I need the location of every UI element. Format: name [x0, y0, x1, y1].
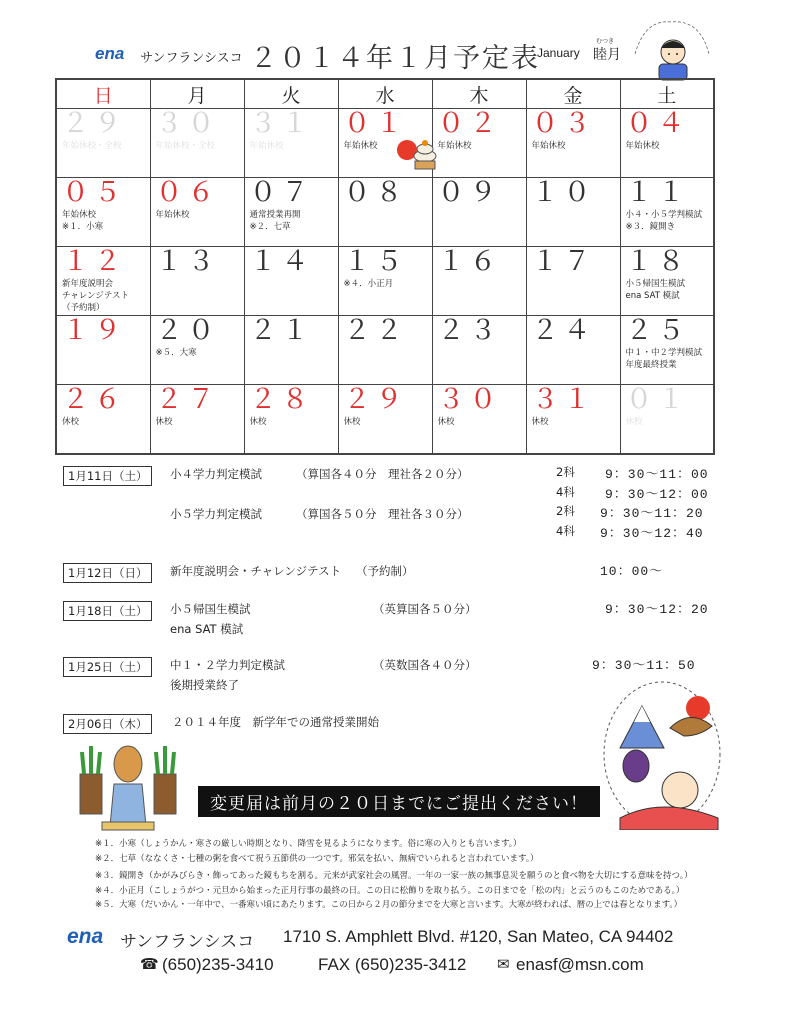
calendar-day-cell	[150, 385, 244, 455]
weekday-sat: 土	[620, 79, 714, 109]
schedule-jan25-title1: 中１・２学力判定模試	[170, 658, 285, 672]
calendar-day-cell	[244, 109, 338, 178]
schedule-jan25-time: 9：30～11：50	[592, 658, 696, 673]
schedule-jan11-kamoku1: 2科	[556, 465, 575, 479]
schedule-date-jan12: 1月12日（日）	[63, 563, 152, 583]
calendar-day-cell	[56, 178, 150, 247]
day-number: １７	[531, 249, 596, 279]
day-number: ２７	[155, 387, 220, 417]
calendar-day-cell	[432, 385, 526, 455]
day-events: 年始休校	[343, 141, 378, 151]
day-events: 休校	[343, 417, 361, 427]
email-icon: ✉	[497, 955, 510, 973]
day-events: 年始休校・全校	[155, 141, 216, 151]
calendar-day-cell	[526, 316, 620, 385]
day-number: １２	[62, 249, 126, 279]
calendar-day-cell	[56, 109, 150, 178]
calendar-day-cell	[56, 385, 150, 455]
calendar-day-cell	[526, 385, 620, 455]
header-branch: サンフランシスコ	[140, 51, 243, 66]
weekday-fri: 金	[526, 79, 620, 109]
day-events: 年始休校 ※１．小寒	[62, 210, 104, 232]
day-number: １０	[531, 180, 596, 210]
day-number: ２５	[625, 318, 690, 348]
day-events: 年始休校	[155, 210, 190, 220]
schedule-jan11-kamoku4: 4科	[556, 524, 575, 538]
footnote-2: ※２．七草（ななくさ・七種の粥を食べて祝う五節供の一つです。邪気を払い、無病でいられると言われています。）	[95, 854, 539, 864]
calendar-week-row	[56, 109, 714, 178]
calendar-day-cell	[244, 385, 338, 455]
footer-phone: (650)235-3410	[162, 955, 274, 974]
day-events: ※４．小正月	[343, 279, 394, 289]
calendar-day-cell	[432, 109, 526, 178]
day-number: ２８	[249, 387, 314, 417]
day-number: ２９	[343, 387, 408, 417]
schedule-jan12-sub: （予約制）	[356, 564, 414, 578]
day-number: ３１	[249, 111, 314, 141]
day-events: 年始休校	[531, 141, 566, 151]
day-number: １３	[155, 249, 220, 279]
calendar-day-cell	[338, 247, 432, 316]
weekday-wed: 水	[338, 79, 432, 109]
day-number: １４	[249, 249, 314, 279]
schedule-jan11-time4: 9：30～12：40	[600, 526, 704, 541]
day-number: １１	[625, 180, 690, 210]
hatsuyume-illustration	[600, 678, 725, 830]
header-logo: ena	[95, 44, 125, 63]
day-number: １８	[625, 249, 690, 279]
calendar-day-cell	[244, 247, 338, 316]
phone-icon: ☎	[140, 955, 159, 973]
calendar-day-cell	[620, 316, 714, 385]
footer-logo: ena	[67, 925, 104, 948]
calendar-week-row	[56, 178, 714, 247]
calendar-day-cell	[56, 247, 150, 316]
footnote-5: ※５．大寒（だいかん・一年中で、一番寒い頃にあたります。この日から２月の節分までを大寒と言います。大寒が終われば、暦の上では春となります。）	[95, 900, 683, 910]
schedule-jan25-title2: 後期授業終了	[170, 678, 239, 692]
day-events: 年始休校	[437, 141, 472, 151]
schedule-jan18-sub: （英算国各５０分）	[373, 602, 477, 616]
schedule-jan11-kamoku2: 4科	[556, 485, 575, 499]
calendar-day-cell	[150, 178, 244, 247]
calendar-day-cell	[620, 247, 714, 316]
calendar-day-cell	[150, 316, 244, 385]
day-number: ３０	[437, 387, 502, 417]
schedule-jan25-sub: （英数国各４０分）	[373, 658, 477, 672]
schedule-jan18-title2: ena SAT 模試	[170, 622, 244, 636]
schedule-date-jan18: 1月18日（土）	[63, 601, 152, 621]
footer-branch: サンフランシスコ	[120, 932, 255, 952]
schedule-date-jan25: 1月25日（土）	[63, 657, 152, 677]
day-events: 年始休校	[249, 141, 284, 151]
calendar-day-cell	[244, 178, 338, 247]
month-english: January	[537, 46, 580, 60]
day-number: ２２	[343, 318, 408, 348]
day-events: 新年度説明会 チャレンジテスト （予約制）	[62, 279, 129, 313]
day-number: ０２	[437, 111, 502, 141]
schedule-jan11-time3: 9：30～11：20	[600, 506, 704, 521]
calendar-week-row	[56, 385, 714, 455]
day-events: 年始休校・全校	[62, 141, 122, 151]
day-number: ０４	[625, 111, 690, 141]
footnote-1: ※１．小寒（しょうかん・寒さの厳しい時期となり、降雪を見るようになります。俗に寒の入りとも言います。）	[95, 839, 522, 849]
day-number: ２６	[62, 387, 126, 417]
new-year-greeting-illustration	[625, 14, 717, 84]
calendar-day-cell	[526, 247, 620, 316]
day-events: 休校	[249, 417, 267, 427]
schedule-jan11-sub2: （算国各５０分 理社各３０分）	[296, 507, 469, 521]
calendar-day-cell	[432, 247, 526, 316]
day-number: ０１	[343, 111, 408, 141]
footer-fax: FAX (650)235-3412	[318, 955, 467, 974]
schedule-jan11-title1: 小４学力判定模試	[170, 467, 262, 481]
page-title: ２０１４年１月予定表	[250, 43, 540, 74]
weekday-thu: 木	[432, 79, 526, 109]
day-number: ０９	[437, 180, 502, 210]
day-events: 休校	[531, 417, 549, 427]
calendar-table	[55, 78, 715, 455]
calendar-day-cell	[620, 178, 714, 247]
weekday-header-row	[56, 79, 714, 109]
schedule-jan11-time2: 9：30～12：00	[605, 487, 709, 502]
schedule-date-feb06: 2月06日（木）	[63, 714, 152, 734]
day-events: 休校	[62, 417, 80, 427]
calendar-day-cell	[338, 178, 432, 247]
schedule-feb06-title: ２０１４年度 新学年での通常授業開始	[172, 715, 379, 729]
calendar-day-cell	[150, 109, 244, 178]
day-number: １６	[437, 249, 502, 279]
calendar-week-row	[56, 247, 714, 316]
month-old-ruby: むつき	[596, 38, 615, 45]
schedule-jan12-time: 10：00～	[600, 564, 664, 579]
calendar-day-cell	[432, 178, 526, 247]
footnote-4: ※４．小正月（こしょうがつ・元旦から始まった正月行事の最終の日。この日に松飾りを取り払う。この日までを「松の内」と云うのもこのためである。）	[95, 886, 685, 896]
day-number: ０８	[343, 180, 408, 210]
day-events: 年始休校	[625, 141, 660, 151]
day-events: 小４・小５学判模試 ※３．鏡開き	[625, 210, 703, 232]
kadomatsu-horse-illustration	[72, 734, 184, 834]
day-number: ２３	[437, 318, 502, 348]
day-number: １９	[62, 318, 126, 348]
day-events: 休校	[437, 417, 455, 427]
calendar-day-cell	[526, 109, 620, 178]
schedule-jan18-title1: 小５帰国生模試	[170, 602, 251, 616]
calendar-day-cell	[432, 316, 526, 385]
day-number: ０１	[625, 387, 690, 417]
schedule-jan11-time1: 9：30～11：00	[605, 467, 709, 482]
calendar-day-cell	[244, 316, 338, 385]
day-events: ※５．大寒	[155, 348, 197, 358]
footer-email: enasf@msn.com	[516, 955, 644, 974]
day-events: 休校	[625, 417, 643, 427]
day-number: ２４	[531, 318, 596, 348]
day-number: １５	[343, 249, 408, 279]
schedule-jan11-title2: 小５学力判定模試	[170, 507, 262, 521]
weekday-sun: 日	[56, 79, 150, 109]
day-number: ３０	[155, 111, 220, 141]
month-old-name: 睦月	[593, 47, 621, 63]
calendar-day-cell	[338, 385, 432, 455]
schedule-jan12-title: 新年度説明会・チャレンジテスト	[170, 564, 342, 578]
day-number: ０７	[249, 180, 314, 210]
day-events: 小５帰国生模試 ena SAT 模試	[625, 279, 686, 301]
calendar-day-cell	[526, 178, 620, 247]
kagami-mochi-icon	[395, 134, 441, 174]
calendar-day-cell	[150, 247, 244, 316]
calendar-day-cell	[620, 385, 714, 455]
weekday-tue: 火	[244, 79, 338, 109]
footnote-3: ※３．鏡開き（かがみびらき・飾ってあった鏡もちを割る。元来が武家社会の風習。一年の一家一族の無事息災を願うのと食べ物を大切にする意味を持つ。）	[95, 871, 693, 881]
day-number: ２１	[249, 318, 314, 348]
footer-address: 1710 S. Amphlett Blvd. #120, San Mateo, CA 94402	[283, 927, 674, 946]
calendar-day-cell	[620, 109, 714, 178]
day-number: ３１	[531, 387, 596, 417]
day-number: ２９	[62, 111, 126, 141]
schedule-jan11-sub1: （算国各４０分 理社各２０分）	[296, 467, 469, 481]
schedule-jan18-time: 9：30～12：20	[605, 602, 709, 617]
calendar-day-cell	[56, 316, 150, 385]
weekday-mon: 月	[150, 79, 244, 109]
notice-banner: 変更届は前月の２０日までにご提出ください！	[198, 786, 600, 817]
calendar-week-row	[56, 316, 714, 385]
schedule-jan11-kamoku3: 2科	[556, 504, 575, 518]
day-events: 中１・中２学判模試 年度最終授業	[625, 348, 703, 370]
day-number: ０５	[62, 180, 126, 210]
schedule-date-jan11: 1月11日（土）	[63, 466, 152, 486]
calendar-day-cell	[338, 316, 432, 385]
day-events: 休校	[155, 417, 173, 427]
day-number: ０３	[531, 111, 596, 141]
day-number: ２０	[155, 318, 220, 348]
day-events: 通常授業再開 ※２．七草	[249, 210, 301, 232]
day-number: ０６	[155, 180, 220, 210]
